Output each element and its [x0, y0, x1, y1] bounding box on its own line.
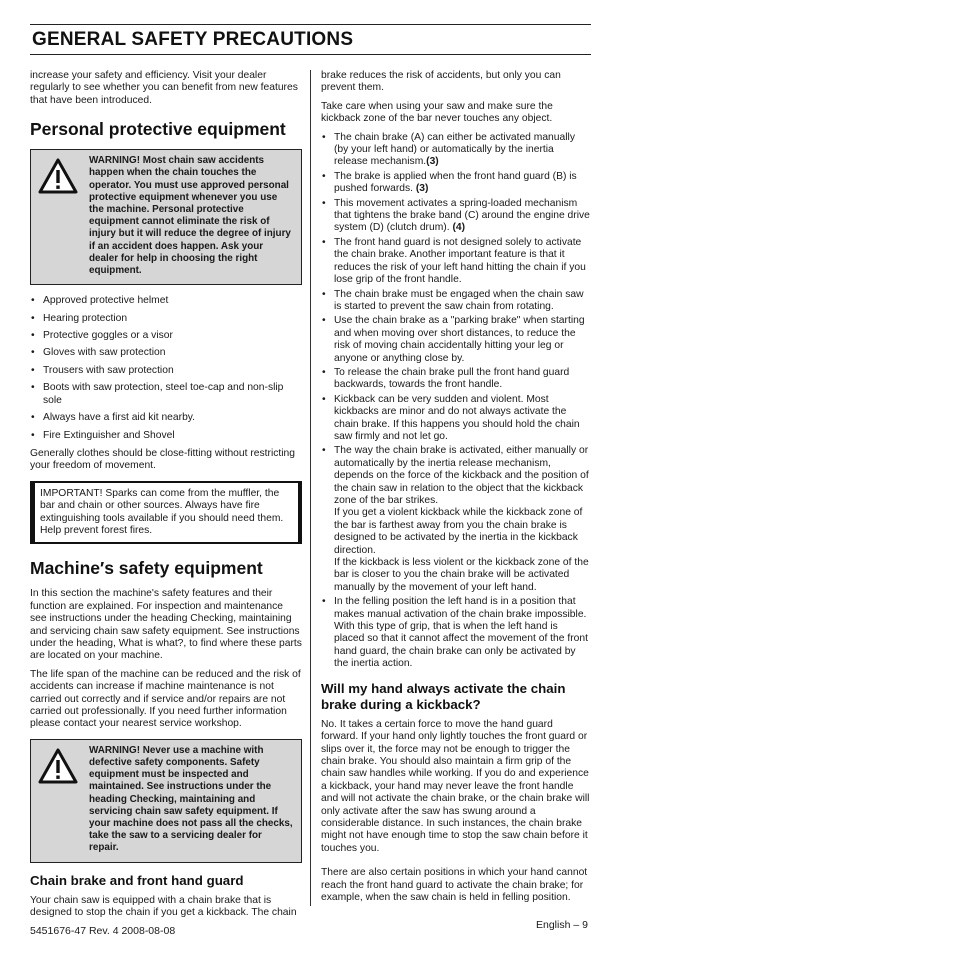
list-item: • Hearing protection: [31, 312, 128, 324]
intro-paragraph: increase your safety and efficiency. Visit your dealer regularly to see whether you can benefit from new features that have been introduced.: [30, 70, 298, 106]
machine-safety-heading: Machine′s safety equipment: [30, 558, 263, 579]
machine-paragraph-2: The life span of the machine can be reduced and the risk of accidents can increase if machine maintenance is not carried out correctly and if service and/or repairs are not carried out professionally. If you need further information please contact your nearest service workshop.: [30, 668, 301, 730]
doc-number: 5451676-47 Rev. 4 2008-08-08: [30, 925, 176, 937]
list-item: • The front hand guard is not designed solely to activate the chain brake. Another important feature is that it reduces the risk of your left hand hitting the chain if you lose grip of the front handle.: [322, 236, 586, 286]
care-paragraph: Take care when using your saw and make sure the kickback zone of the bar never touches any object.: [321, 100, 553, 125]
list-item: • Use the chain brake as a "parking brake" when starting and when moving over short distances, to reduce the risk of moving chain accidentally hitting your leg or anyone or anything close by.: [322, 315, 585, 364]
warning-triangle-icon: [38, 158, 78, 194]
page-title: GENERAL SAFETY PRECAUTIONS: [32, 29, 354, 50]
question-paragraph-1: No. It takes a certain force to move the hand guard forward. If your hand only lightly touches the front guard or slips over it, the force may not be enough to trigger the chain brake. You should also maintain a firm grip of the chain saw handles while working. If you do and experience a kickback, your hand may never leave the front handle and will not activate the chain brake, or the chain brake will only activate after the saw has swung around a considerable distance. In such instances, the chain brake might not have enough time to stop the saw chain before it touches you.: [321, 718, 590, 854]
important-box: IMPORTANT! Sparks can come from the muffler, the bar and chain or other sources. Always have fire extinguishing tools available if you should need them. Help prevent forest fires.: [30, 481, 302, 545]
warning-text-defective: WARNING! Never use a machine with defective safety components. Safety equipment must be inspected and maintained. See instructions under the heading Checking, maintaining and servicing chain saw safety equipment. If your machine does not pass all the checks, take the saw to a servicing dealer for repair.: [89, 744, 293, 854]
list-item: • This movement activates a spring-loaded mechanism that tightens the brake band (C) around the engine drive system (D) (clutch drum). (4): [322, 197, 590, 234]
list-item: • The brake is applied when the front hand guard (B) is pushed forwards. (3): [322, 170, 577, 195]
list-item: • Approved protective helmet: [31, 295, 169, 307]
page-number: English – 9: [536, 919, 588, 931]
right-column: [321, 70, 590, 910]
machine-paragraph-1: In this section the machine's safety features and their function are explained. For inspection and maintenance see instructions under the heading Checking, maintaining and servicing chain saw safety equipment. See instructions under the heading, What is what?, to find where these parts are located on your machine.: [30, 588, 302, 662]
ppe-heading: Personal protective equipment: [30, 119, 286, 140]
warning-box-defective: [30, 739, 302, 863]
warning-text-ppe: WARNING! Most chain saw accidents happen when the chain touches the operator. You must use approved personal protective equipment whenever you use the machine. Personal protective equipment cannot eliminate the risk of injury but it will reduce the degree of injury if an accident does happen. Ask your dealer for help in choosing the right equipment.: [89, 155, 291, 277]
page-header: [30, 24, 591, 55]
left-column: [30, 70, 302, 925]
list-item: • Trousers with saw protection: [31, 364, 174, 376]
warning-box-ppe: [30, 149, 302, 285]
chain-brake-list: [321, 132, 590, 671]
list-item: • Gloves with saw protection: [31, 347, 166, 359]
list-item: • In the felling position the left hand is in a position that makes manual activation of the chain brake impossible. With this type of grip, that is when the left hand is placed so that it cannot affect the movement of the front hand guard, the chain brake can only be activated by the inertia action.: [322, 596, 588, 670]
column-divider: [310, 70, 311, 906]
list-item: • Always have a first aid kit nearby.: [31, 412, 196, 424]
list-item: • Protective goggles or a visor: [31, 330, 173, 342]
list-item: • Kickback can be very sudden and violent. Most kickbacks are minor and do not always activate the chain brake. If this happens you should hold the chain saw firmly and not let go.: [322, 393, 580, 442]
question-paragraph-2: There are also certain positions in which your hand cannot reach the front hand guard to activate the chain brake; for example, when the saw chain is held in felling position.: [321, 867, 588, 903]
chain-brake-heading: Chain brake and front hand guard: [30, 872, 244, 888]
list-item: • The chain brake (A) can either be activated manually (by your left hand) or automatically by the inertia release mechanism.(3): [322, 131, 575, 168]
list-item: • Fire Extinguisher and Shovel: [31, 429, 175, 441]
ppe-list: [30, 295, 302, 442]
list-item: • To release the chain brake pull the front hand guard backwards, towards the front handle.: [322, 366, 570, 391]
list-item: • Boots with saw protection, steel toe-cap and non-slip sole: [31, 382, 284, 406]
list-item: • The chain brake must be engaged when the chain saw is started to prevent the saw chain from rotating.: [322, 288, 584, 312]
chain-brake-paragraph: Your chain saw is equipped with a chain brake that is designed to stop the chain if you get a kickback. The chain: [30, 894, 297, 919]
question-heading: Will my hand always activate the chain brake during a kickback?: [321, 680, 566, 712]
continued-paragraph: brake reduces the risk of accidents, but only you can prevent them.: [321, 70, 561, 94]
warning-triangle-icon: [38, 748, 78, 784]
list-item: • The way the chain brake is activated, either manually or automatically by the inertia release mechanism, depends on the force of the kickback and the position of the chain saw in relation to the object that the kickback zone of the bar strikes. If you get a violent kickback while the kickback zone of the bar is farthest away from you the chain brake is designed to be activated by the inertia in the kickback direction. If the kickback is less violent or the kickback zone of the bar is closer to you the chain brake will be activated manually by the movement of your left hand.: [322, 445, 589, 593]
clothes-paragraph: Generally clothes should be close-fitting without restricting your freedom of movement.: [30, 447, 295, 472]
